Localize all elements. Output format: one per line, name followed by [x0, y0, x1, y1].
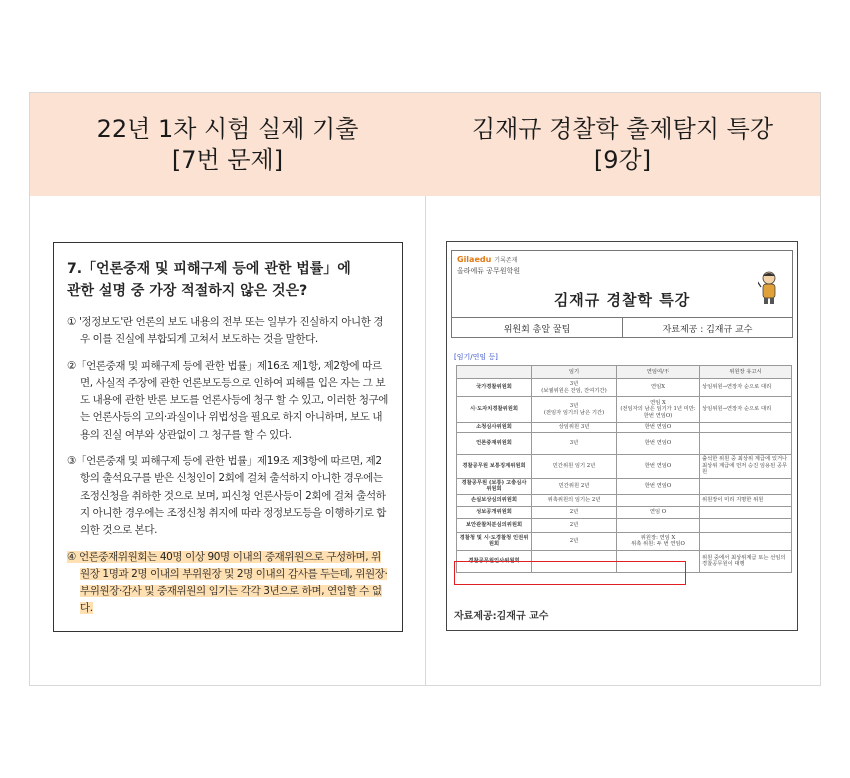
table-cell: 2년	[532, 518, 617, 532]
table-cell: 연임 O	[617, 506, 700, 518]
table-cell: 3년	[532, 432, 617, 454]
table-row-label: 경찰공무원 (보통) 고충심사위원회	[457, 478, 532, 494]
table-cell: 위촉위원의 임기는 2년	[532, 494, 617, 506]
table-row	[457, 506, 792, 518]
lecture-header-title: 김재규 경찰학 출제탐지 특강 [9강]	[471, 114, 774, 174]
table-row	[457, 478, 792, 494]
table-cell: 한번 연임O	[617, 454, 700, 478]
table-cell: 한번 연임O	[617, 432, 700, 454]
table-cell: 위원 중에서 최상위계급 또는 선임의 경찰공무원이 대행	[700, 550, 792, 572]
table-row	[457, 518, 792, 532]
lecture-column	[425, 93, 820, 685]
material-credit: 자료제공:김재규 교수	[454, 611, 549, 622]
lecture-banner	[451, 250, 793, 338]
lecture-column-header	[425, 93, 820, 196]
table-row-label: 경찰공무원 보통징계위원회	[457, 454, 532, 478]
table-row-label: 손실보상심의위원회	[457, 494, 532, 506]
table-cell: 위원장이 미리 지명한 위원	[700, 494, 792, 506]
committee-table	[456, 365, 792, 573]
textbook-scan	[446, 241, 798, 631]
table-row-label: 소청심사위원회	[457, 423, 532, 433]
lecture-title: 김재규 경찰학 특강	[553, 291, 691, 309]
table-cell: 민간위원 2년	[532, 478, 617, 494]
brand-logo: Gilaedu 기록존재	[457, 255, 518, 264]
table-cell	[700, 432, 792, 454]
table-cell: 한번 연임O	[617, 478, 700, 494]
table-cell	[700, 518, 792, 532]
table-row-label: 성보공개위원회	[457, 506, 532, 518]
table-cell: 민간위원 임기 2년	[532, 454, 617, 478]
comparison-frame	[29, 92, 821, 686]
table-cell	[700, 478, 792, 494]
table-header-cell: 연임여/不	[617, 366, 700, 379]
question-title: 7.「언론중재 및 피해구제 등에 관한 법률」에 관한 설명 중 가장 적절하지 않은 것은?	[67, 261, 351, 299]
table-cell: 상임위원 3년	[532, 423, 617, 433]
table-row	[457, 532, 792, 550]
table-row-label: 경찰공무원인사위원회	[457, 550, 532, 572]
table-header-row	[457, 366, 792, 379]
lecture-subtitle: 위원회 총알 꿀팁	[452, 318, 623, 338]
table-row	[457, 397, 792, 423]
table-cell: 2년	[532, 532, 617, 550]
table-cell	[617, 494, 700, 506]
exam-header-title: 22년 1차 시험 실제 기출 [7번 문제]	[96, 114, 359, 174]
table-row	[457, 379, 792, 397]
table-row-label: 경찰청 및 시·도경찰청 인권위원회	[457, 532, 532, 550]
option-1: ① '정정보도'란 언론의 보도 내용의 전부 또는 일부가 진실하지 아니한 경우 이를 진실에 부합되게 고쳐서 보도하는 것을 말한다.	[67, 316, 384, 346]
table-header-cell: 임기	[532, 366, 617, 379]
table-row	[457, 423, 792, 433]
banner-subbar	[452, 317, 792, 338]
exam-question-card	[53, 242, 403, 632]
table-cell: 위원장: 연임 X 위촉 위원: 두 번 연임O	[617, 532, 700, 550]
table-row-label: 시·도자치경찰위원회	[457, 397, 532, 423]
table-cell: 연임X	[617, 379, 700, 397]
option-3: ③「언론중재 및 피해구제 등에 관한 법률」제19조 제3항에 따르면, 제2항의 출석요구를 받은 신청인이 2회에 걸쳐 출석하지 아니한 경우에는 조정신청을 취하한 것으로 보며, 피신청 언론사등이 2회에 걸쳐 출석하지 아니한 경우에는 조정신청 취지에 따라 정정보도등을 이행하기로 합의한 것으로 본다.	[67, 455, 387, 537]
exam-column	[30, 93, 426, 685]
table-header-cell	[457, 366, 532, 379]
table-cell: 상임위원→연장자 순으로 대리	[700, 397, 792, 423]
table-cell	[700, 423, 792, 433]
table-row-label: 언론중재위원회	[457, 432, 532, 454]
option-4-answer	[67, 549, 390, 618]
table-row-label: 보안관찰처분심의위원회	[457, 518, 532, 532]
section-label: [임기/연임 등]	[454, 353, 498, 361]
table-cell: 2년	[532, 506, 617, 518]
table-cell	[700, 532, 792, 550]
highlight-box	[454, 561, 686, 585]
option-2: ②「언론중재 및 피해구제 등에 관한 법률」제16조 제1항, 제2항에 따르면, 사실적 주장에 관한 언론보도등으로 인하여 피해를 입은 자는 그 보도 내용에 관한 반론 보도를 언론사등에 청구 할 수 있고, 이러한 청구에는 언론사등의 고의·과실이나 위법성을 필요로 하지 아니하며, 보도 내용의 진실 여부와 상관없이 그 청구를 할 수 있다.	[67, 359, 389, 441]
table-cell	[700, 506, 792, 518]
table-row	[457, 494, 792, 506]
table-cell: 3년 (보궐위원은 잔임, 잔여기간)	[532, 379, 617, 397]
table-cell: 연임 X (전임자의 남은 임기가 1년 미만: 한번 연임O)	[617, 397, 700, 423]
answer-highlight: ④ 언론중재위원회는 40명 이상 90명 이내의 중재위원으로 구성하며, 위원장 1명과 2명 이내의 부위원장 및 2명 이내의 감사를 두는데, 위원장·부위원장·감사 및 중재위원의 임기는 각각 3년으로 하며, 연임할 수 없다.	[67, 550, 388, 615]
material-provider: 자료제공 : 김재규 교수	[662, 324, 753, 335]
exam-column-header	[30, 93, 425, 196]
table-row	[457, 432, 792, 454]
table-row	[457, 454, 792, 478]
academy-name: 올라에듀 공무원학원	[457, 267, 521, 275]
instructor-cartoon-icon	[758, 271, 780, 305]
table-cell: 출석한 위원 중 최상위 계급에 있거나 최상위 계급에 먼저 승진 임용된 공무원	[700, 454, 792, 478]
table-cell: 상임위원→연장자 순으로 대리	[700, 379, 792, 397]
table-header-cell: 위원장 유고시	[700, 366, 792, 379]
table-cell: 3년 (전임자 임기의 남은 기간)	[532, 397, 617, 423]
table-row-label: 국가경찰위원회	[457, 379, 532, 397]
table-cell: 한번 연임O	[617, 423, 700, 433]
table-cell	[617, 518, 700, 532]
